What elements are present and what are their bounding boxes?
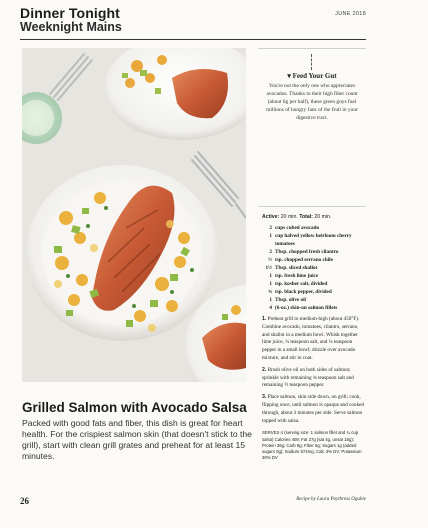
ingredient-item (262, 296, 366, 304)
sidebar-rule-top (258, 48, 366, 49)
section-title: Dinner Tonight (20, 5, 120, 21)
ingredient-qty: ½ (268, 257, 272, 263)
ingredient-text: tsp. black pepper, divided (275, 289, 332, 295)
recipe-title: Grilled Salmon with Avocado Salsa (22, 400, 247, 415)
total-label: Total: (299, 214, 313, 220)
step-text: Place salmon, skin side down, on grill; cook, flipping once, until salmon is opaque and cooked through, about 3 minutes per side. Serve salmon topped with salsa. (262, 394, 364, 424)
step-text: Preheat grill to medium-high (about 450°F). Combine avocado, tomatoes, cilantro, serrano, and shallot in a medium bowl. Whisk together lime juice, ¼ teaspoon salt, and ¼ teaspoon pepper in a small bowl; drizzle over avocado mixture, and stir to coat. (262, 316, 360, 361)
salmon-plate-illustration (22, 48, 246, 382)
recipe-step (262, 367, 366, 390)
ingredient-qty: 1 (269, 233, 272, 239)
ingredient-item (262, 304, 366, 312)
ingredient-text: cup halved yellow heirloom cherry tomatoes (275, 233, 352, 247)
ingredient-item (262, 288, 366, 296)
step-text: Brush olive oil on both sides of salmon; sprinkle with remaining ¾ teaspoon salt and remaining ½ teaspoon pepper. (262, 366, 354, 389)
ingredient-qty: 2 (269, 249, 272, 255)
active-time: 20 min. (280, 214, 298, 220)
chevron-down-icon: ▾ (287, 72, 293, 80)
recipe-times (262, 214, 366, 220)
step-number: 3. (262, 394, 267, 401)
recipe-step (262, 316, 366, 363)
ingredient-qty: 1 (269, 297, 272, 303)
ingredient-text: tsp. chopped serrano chile (275, 257, 333, 263)
step-number: 1. (262, 316, 267, 322)
sidebar-title (258, 72, 366, 80)
sidebar-text: You're not the only one who appreciates avocados. Thanks to their high fiber count (about 6g per half), these green guys fuel millions of hungry fans of the fruit in your digestive tract. (266, 83, 358, 122)
issue-date: JUNE 2018 (335, 11, 366, 17)
ingredient-qty: 1 (269, 281, 272, 287)
page-number: 26 (20, 496, 29, 506)
step-number: 2. (262, 366, 267, 373)
ingredient-item (262, 264, 366, 272)
ingredient-qty: 1½ (265, 265, 272, 271)
ingredient-qty: 1 (269, 273, 272, 279)
ingredient-list (262, 224, 366, 312)
ingredient-text: Tbsp. sliced shallot (275, 265, 318, 271)
ingredient-text: (6-oz.) skin-on salmon fillets (275, 305, 338, 311)
sidebar-title-text: Feed Your Gut (292, 72, 337, 80)
recipe-column (262, 214, 366, 461)
ingredient-item (262, 224, 366, 232)
ingredient-qty: 4 (269, 305, 272, 311)
active-label: Active: (262, 214, 280, 220)
header-rule (20, 39, 366, 40)
recipe-photo (22, 48, 246, 382)
ingredient-item (262, 248, 366, 256)
sidebar-dashed-line (311, 54, 312, 70)
ingredient-text: Tbsp. olive oil (275, 297, 306, 303)
ingredient-text: tsp. fresh lime juice (275, 273, 319, 279)
ingredient-qty: ¾ (268, 289, 272, 295)
recipe-credit: Recipe by Laura Poythress Ogubie (296, 497, 366, 502)
recipe-step (262, 394, 366, 425)
recipe-dek: Packed with good fats and fiber, this dish is great for heart health. For the crispiest salmon skin (that doesn't stick to the grill), start with clean grill grates and preheat for at least 15 minutes. (22, 418, 252, 461)
ingredient-item (262, 280, 366, 288)
ingredient-text: Tbsp. chopped fresh cilantro (275, 249, 339, 255)
ingredient-text: cups cubed avocado (275, 225, 320, 231)
sidebar-rule-bottom (258, 206, 366, 207)
section-subtitle: Weeknight Mains (20, 20, 122, 34)
ingredient-item (262, 272, 366, 280)
ingredient-item (262, 232, 366, 248)
ingredient-qty: 2 (269, 225, 272, 231)
nutrition-info: SERVES 4 (serving size: 1 salmon fillet and ¾ cup salsa) Calories 408; Fat 27g (sat 4g, unsat 18g); Protein 36g; Carb 9g; Fiber 6g; Sugars 1g (added sugars 0g); Sodium 574mg; Calc 3% DV; Potassium 30% DV (262, 430, 362, 461)
total-time: 20 min. (314, 214, 332, 220)
ingredient-item (262, 256, 366, 264)
ingredient-text: tsp. kosher salt, divided (275, 281, 328, 287)
